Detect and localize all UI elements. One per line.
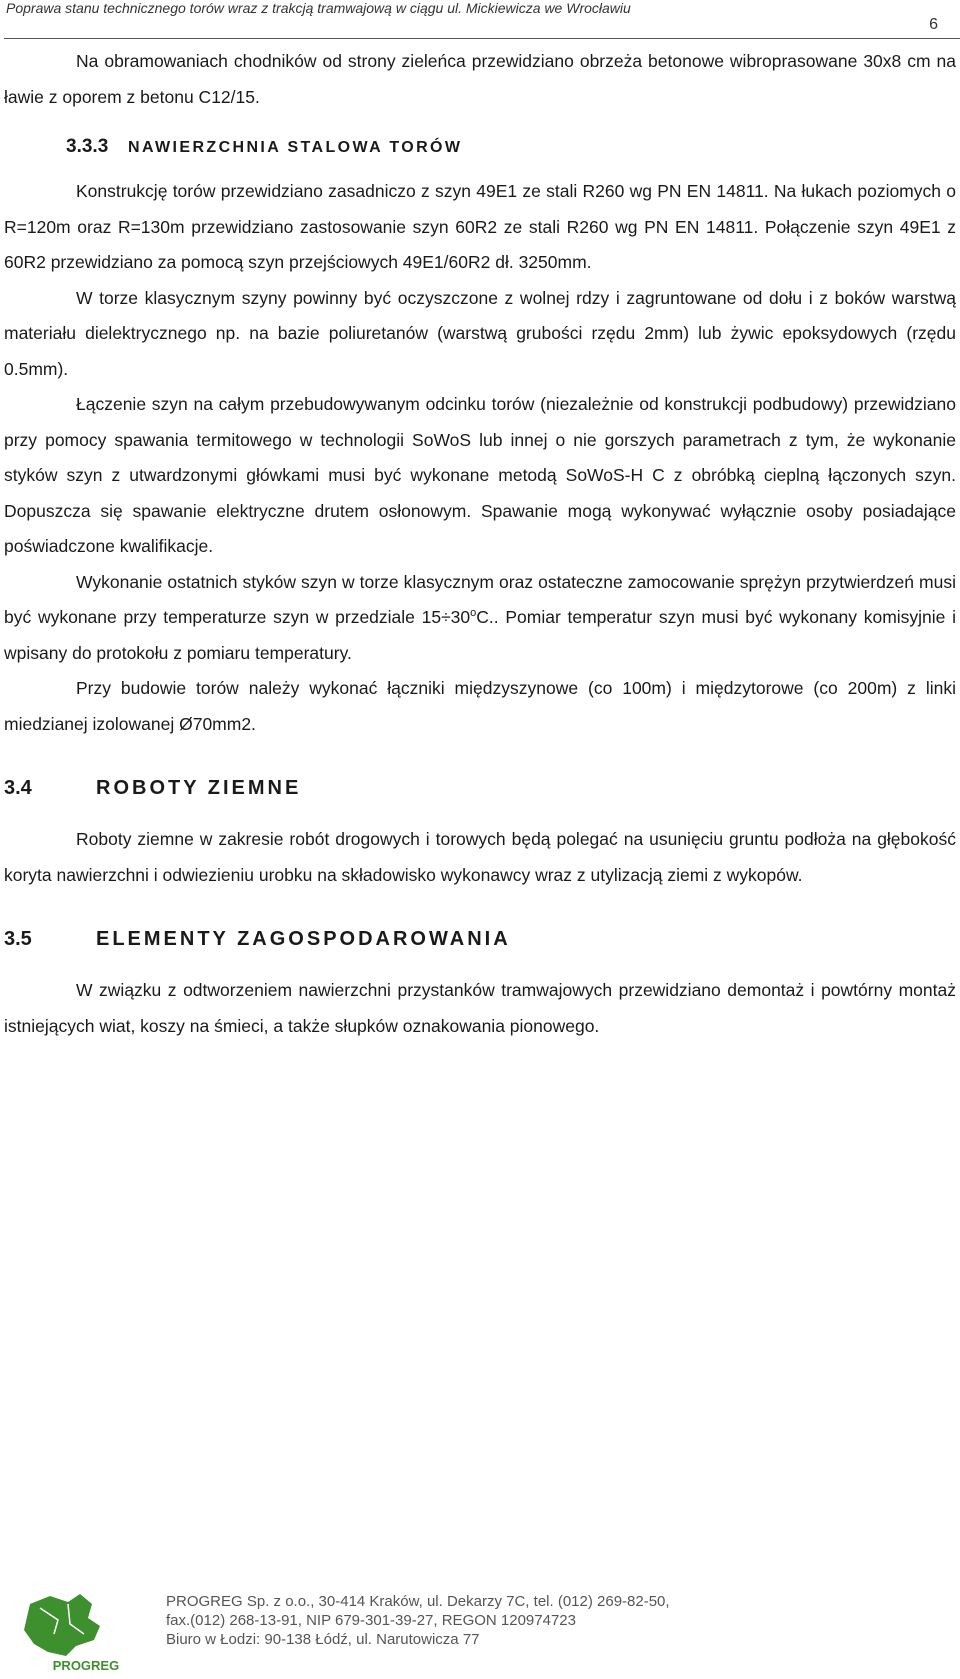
paragraph-connectors: Przy budowie torów należy wykonać łączniki międzyszynowe (co 100m) i międzytorowe (co 200m) z linki miedzianej izolowanej Ø70mm2. — [4, 678, 956, 734]
company-contact — [166, 1592, 670, 1649]
footer-line-2: fax.(012) 268-13-91, NIP 679-301-39-27, REGON 120974723 — [166, 1612, 576, 1629]
paragraph-elements: W związku z odtworzeniem nawierzchni przystanków tramwajowych przewidziano demontaż i powtórny montaż istniejących wiat, koszy na śmieci, a także słupków oznakowania pionowego. — [4, 980, 956, 1036]
footer-line-1: PROGREG Sp. z o.o., 30-414 Kraków, ul. Dekarzy 7C, tel. (012) 269-82-50, — [166, 1593, 670, 1610]
paragraph-rail-cleaning: W torze klasycznym szyny powinny być oczyszczone z wolnej rdzy i zagruntowane od dołu i z boków warstwą materiału dielektrycznego np. na bazie poliuretanów (warstwą grubości rzędu 2mm) lub żywic epoksydowych (rzędu 0.5mm). — [4, 287, 956, 379]
header-divider — [4, 38, 960, 39]
document-footer — [0, 1578, 960, 1674]
section-title: NAWIERZCHNIA STALOWA TORÓW — [128, 139, 463, 156]
document-header-title: Poprawa stanu technicznego torów wraz z trakcją tramwajową w ciągu ul. Mickiewicza we Wrocławiu — [6, 0, 631, 16]
paragraph-curbs: Na obramowaniach chodników od strony zieleńca przewidziano obrzeża betonowe wibroprasowane 30x8 cm na ławie z oporem z betonu C12/15. — [4, 51, 956, 107]
section-title: ELEMENTY ZAGOSPODAROWANIA — [96, 928, 511, 950]
degree-superscript: o — [470, 607, 477, 620]
section-number: 3.4 — [4, 777, 32, 799]
logo-text: PROGREG — [52, 1658, 120, 1673]
progreg-logo — [10, 1590, 160, 1674]
paragraph-temperature — [4, 565, 956, 672]
section-number: 3.5 — [4, 928, 32, 950]
section-title: ROBOTY ZIEMNE — [96, 777, 302, 799]
paragraph-rails: Konstrukcję torów przewidziano zasadniczo z szyn 49E1 ze stali R260 wg PN EN 14811. Na łukach poziomych o R=120m oraz R=130m przewidziano zastosowanie szyn 60R2 ze stali R260 wg PN EN 14811. Połączenie szyn 49E1 z 60R2 przewidziano za pomocą szyn przejściowych 49E1/60R2 dł. 3250mm. — [4, 181, 956, 272]
section-heading-3-3-3 — [4, 129, 956, 164]
map-logo-icon — [10, 1590, 160, 1674]
paragraph-welding: Łączenie szyn na całym przebudowywanym odcinku torów (niezależnie od konstrukcji podbudowy) przewidziano przy pomocy spawania termitowego w technologii SoWoS lub innej o nie gorszych parametrach z tym, że wykonanie styków szyn z utwardzonymi główkami musi być wykonane metodą SoWoS-H C z obróbką cieplną łączonych szyn. Dopuszcza się spawanie elektryczne drutem osłonowym. Spawanie mogą wykonywać wyłącznie osoby posiadające poświadczone kwalifikacje. — [4, 394, 956, 556]
paragraph-earthworks: Roboty ziemne w zakresie robót drogowych i torowych będą polegać na usunięciu gruntu podłoża na głębokość koryta nawierzchni i odwiezieniu urobku na składowisko wykonawcy wraz z utylizacją ziemi z wykopów. — [4, 829, 956, 885]
document-body — [4, 44, 956, 1044]
page-number: 6 — [929, 16, 938, 33]
section-heading-3-5 — [4, 921, 956, 957]
temperature-text-a: Wykonanie ostatnich styków szyn w torze klasycznym oraz ostateczne zamocowanie sprężyn przytwierdzeń musi być wykonane przy temperaturze szyn w przedziale 15÷30 — [4, 571, 956, 627]
footer-line-3: Biuro w Łodzi: 90-138 Łódź, ul. Narutowicza 77 — [166, 1631, 480, 1648]
temperature-text-b: C.. Pomiar temperatur szyn musi być wykonany komisyjnie i wpisany do protokołu z pomiaru temperatury. — [4, 607, 957, 663]
section-heading-3-4 — [4, 770, 956, 806]
section-number: 3.3.3 — [66, 136, 109, 157]
